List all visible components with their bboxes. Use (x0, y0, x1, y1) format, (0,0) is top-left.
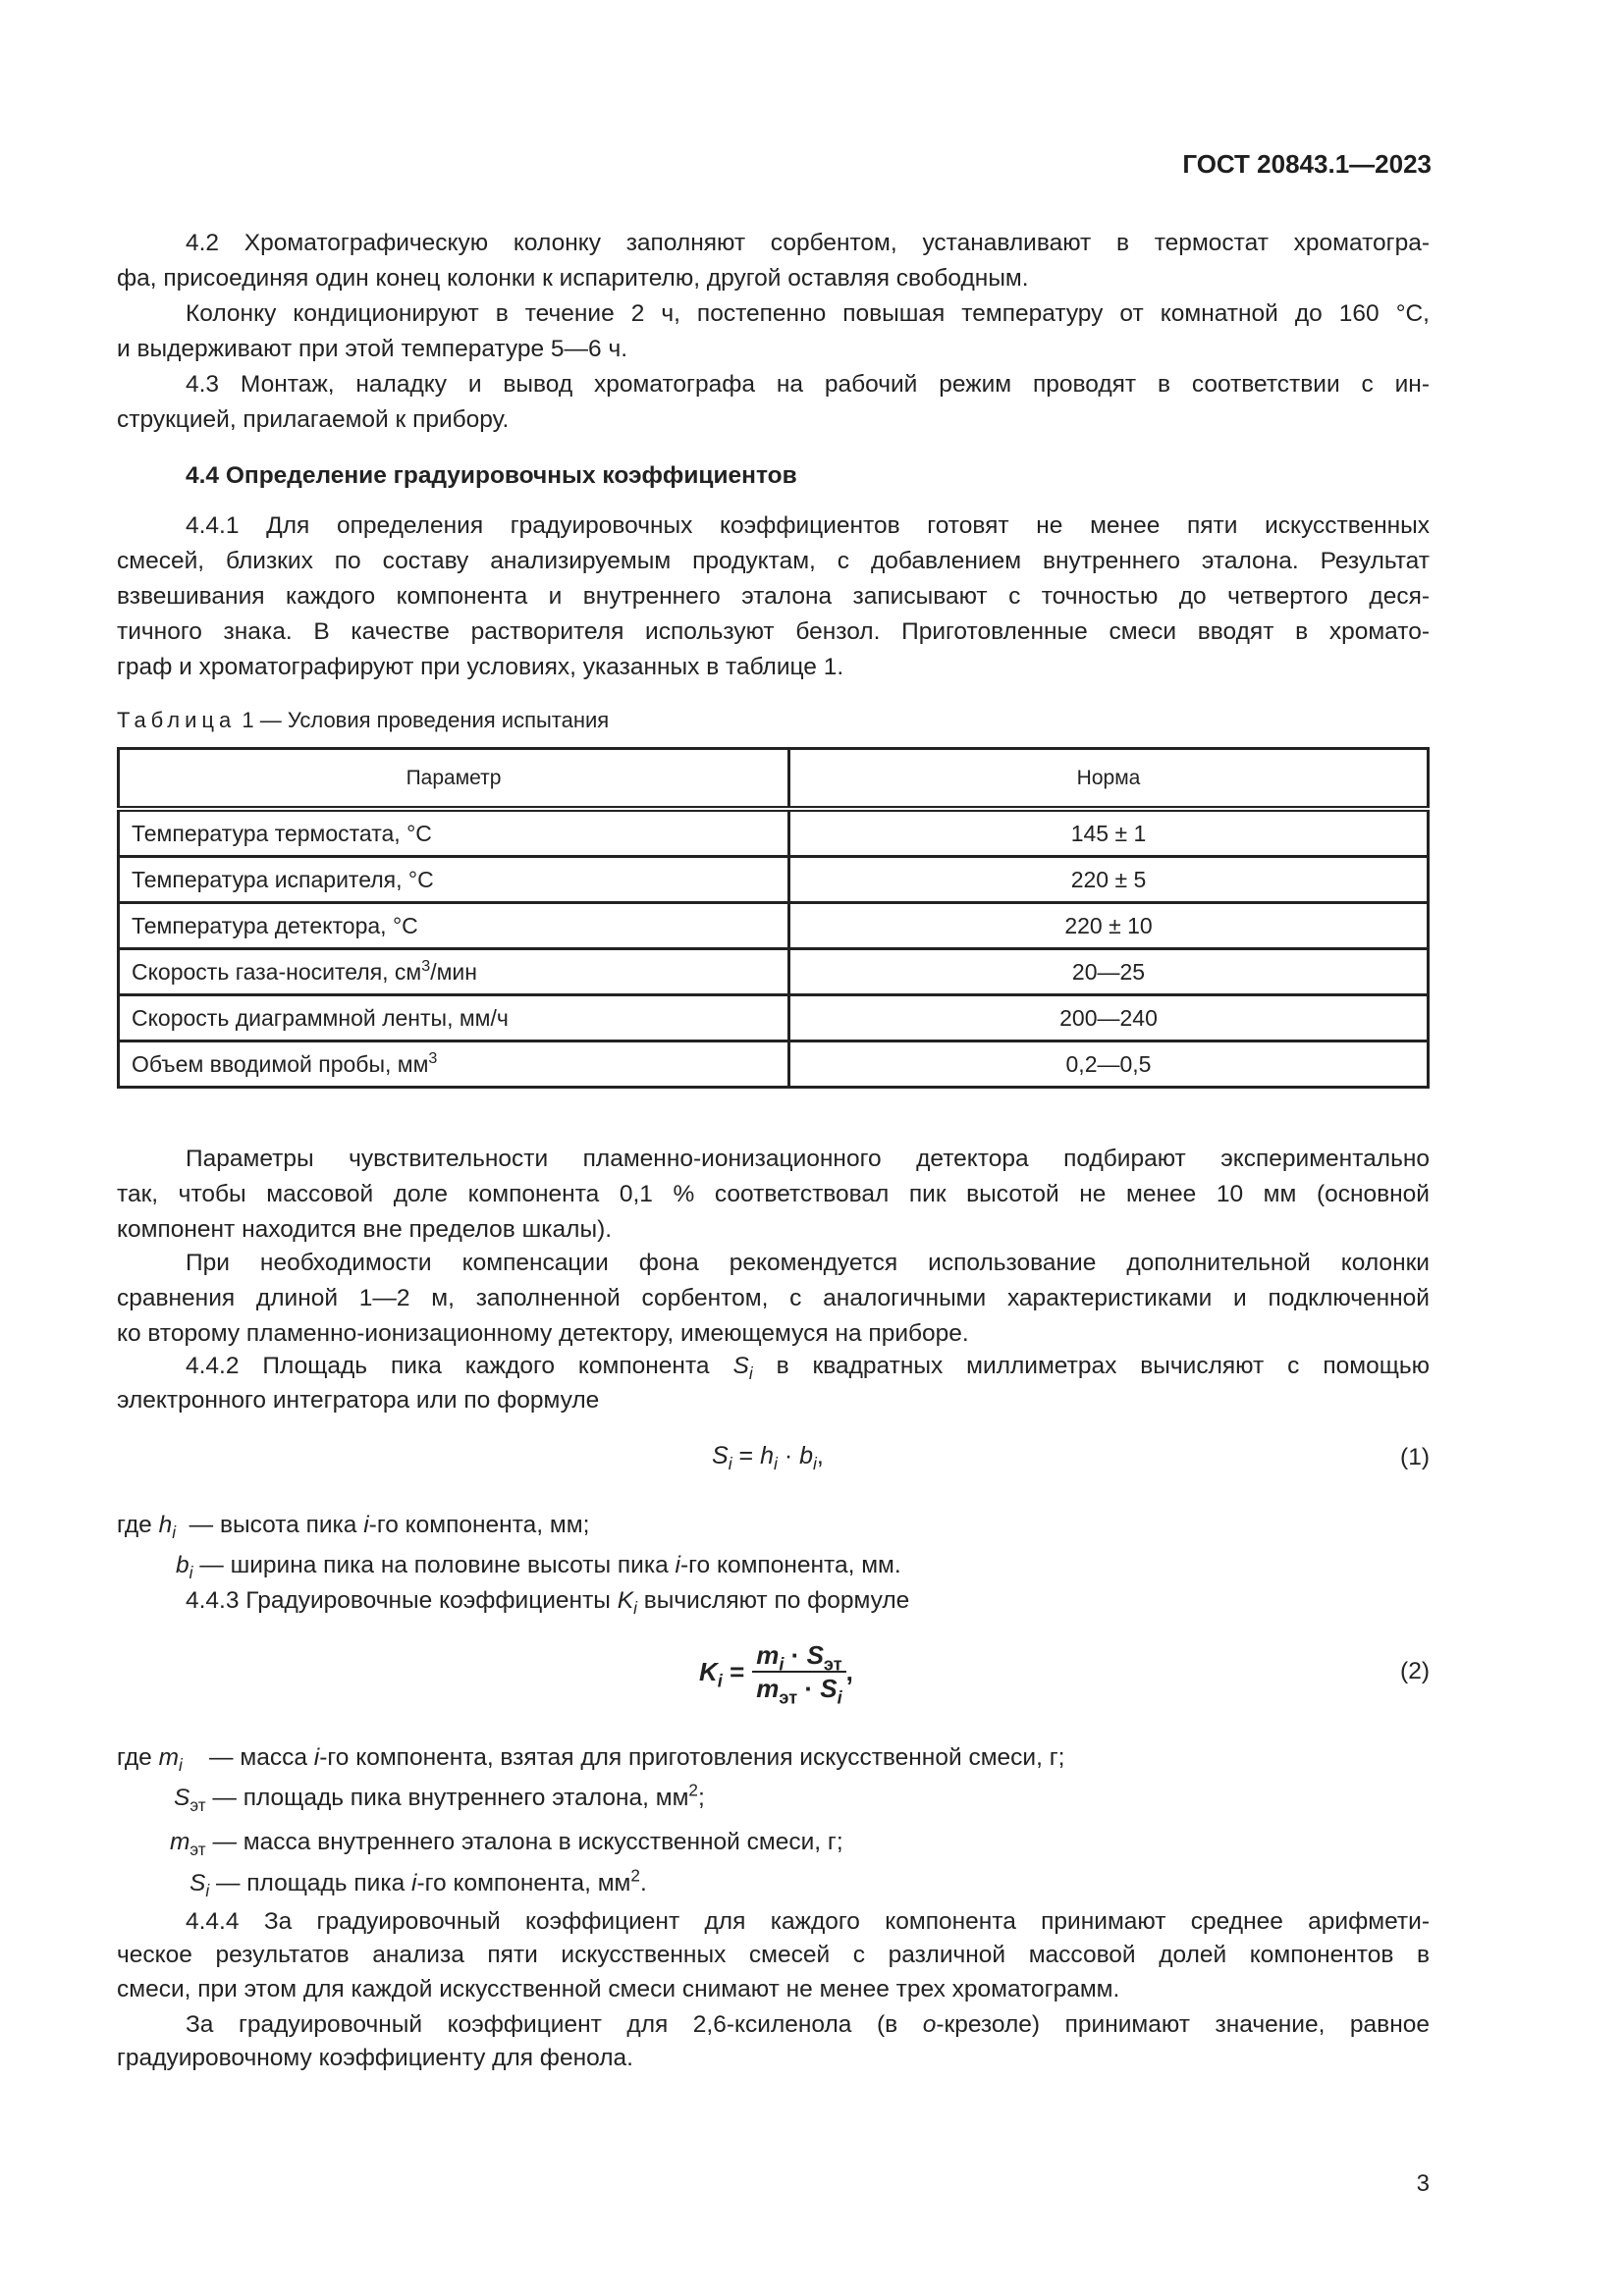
para-4-3-line-2: струкцией, прилагаемой к прибору. (117, 406, 510, 433)
column-header-norm: Норма (789, 749, 1429, 810)
formula-2-fraction (752, 1640, 845, 1708)
para-4-4-1-line-1: 4.4.1 Для определения градуировочных коэффициентов готовят не менее пяти искусственных (186, 512, 1430, 539)
para-column-conditioning-line-2: и выдерживают при этой температуре 5—6 ч. (117, 336, 628, 362)
para-4-4-2-line-2: электронного интегратора или по формуле (117, 1387, 600, 1414)
legend-m-et: $m_{эт}$ — масса внутреннего эталона в искусственной смеси, г; (170, 1829, 843, 1859)
cell-parameter: Температура испарителя, °С (119, 857, 789, 903)
formula-2: $K_i$ = $\frac{m_i \cdot S_{эт}}{m_{эт} \cdot S_i}$ , (699, 1640, 853, 1708)
para-4-4-1-line-4: тичного знака. В качестве растворителя используют бензол. Приготовленные смеси вводят в хромато- (117, 618, 1430, 645)
cell-parameter: Температура термостата, °С (119, 809, 789, 857)
cell-value: 20—25 (789, 949, 1429, 995)
test-conditions-table (117, 747, 1430, 1089)
formula-2-number: (2) (1400, 1658, 1430, 1684)
para-4-2-line-1: 4.2 Хроматографическую колонку заполняют сорбентом, устанавливают в термостат хроматогра- (186, 230, 1430, 256)
para-sensitivity-line-2: так, чтобы массовой доле компонента 0,1 % соответствовал пик высотой не менее 10 мм (основной (117, 1181, 1430, 1207)
legend-b: $b_i$ — ширина пика на половине высоты пика i-го компонента, мм. (176, 1552, 901, 1582)
para-4-4-1-line-3: взвешивания каждого компонента и внутреннего эталона записывают с точностью до четвертого деся- (117, 583, 1430, 610)
para-4-4-2-line-1: 4.4.2 Площадь пика каждого компонента $S_i$ в квадратных миллиметрах вычисляют с помощью (186, 1353, 1430, 1383)
legend-s-i: $S_i$ — площадь пика i-го компонента, $мм^2$. (189, 1865, 647, 1900)
table-caption-label: Таблица (117, 708, 237, 732)
section-heading-4-4: 4.4 Определение градуировочных коэффициентов (186, 462, 797, 489)
para-xylenol-line-2: градуировочному коэффициенту для фенола. (117, 2045, 633, 2071)
document-designation: ГОСТ 20843.1—2023 (1182, 149, 1432, 179)
page-number: 3 (1416, 2170, 1430, 2197)
cell-parameter: Температура детектора, °С (119, 903, 789, 949)
para-background-line-1: При необходимости компенсации фона рекомендуется использование дополнительной колонки (186, 1250, 1430, 1276)
para-4-4-3: 4.4.3 Градуировочные коэффициенты $K_i$ вычисляют по формуле (186, 1587, 910, 1618)
table-caption-title: 1 — Условия проведения испытания (242, 708, 610, 732)
cell-parameter: Скорость газа-носителя, $см^3$/мин (119, 949, 789, 995)
formula-1-number: (1) (1400, 1444, 1430, 1470)
para-background-line-2: сравнения длиной 1—2 м, заполненной сорбентом, с аналогичными характеристиками и подключенной (117, 1285, 1430, 1311)
para-4-3-line-1: 4.3 Монтаж, наладку и вывод хроматографа на рабочий режим проводят в соответствии с ин- (186, 371, 1430, 398)
para-4-4-4-line-3: смеси, при этом для каждой искусственной смеси снимают не менее трех хроматограмм. (117, 1976, 1120, 2002)
formula-2-numerator: $m_i \cdot S_{эт}$ (752, 1641, 845, 1673)
para-sensitivity-line-3: компонент находится вне пределов шкалы). (117, 1216, 613, 1243)
formula-1: $S_i = h_i \cdot b_i$, (712, 1442, 824, 1474)
cell-value: 0,2—0,5 (789, 1041, 1429, 1088)
legend-s-et: $S_{эт}$ — площадь пика внутреннего эталона, $мм^2$; (174, 1780, 705, 1815)
table-caption (117, 706, 609, 735)
formula-2-denominator: $m_{эт} \cdot S_i$ (756, 1674, 842, 1708)
para-4-2-line-2: фа, присоединяя один конец колонки к испарителю, другой оставляя свободным. (117, 265, 1029, 292)
para-4-4-4-line-2: ческое результатов анализа пяти искусственных смесей с различной массовой долей компонентов в (117, 1942, 1430, 1968)
legend-m-i: где $m_i$ — масса i-го компонента, взятая для приготовления искусственной смеси, г; (117, 1744, 1065, 1775)
cell-value: 145 ± 1 (789, 809, 1429, 857)
cell-value: 200—240 (789, 995, 1429, 1041)
table-row (119, 903, 1429, 949)
table-row (119, 809, 1429, 857)
column-header-parameter: Параметр (119, 749, 789, 810)
formula-2-lhs: $K_i$ = (699, 1656, 745, 1690)
table-row (119, 995, 1429, 1041)
para-4-4-4-line-1: 4.4.4 За градуировочный коэффициент для каждого компонента принимают среднее арифмети- (186, 1908, 1430, 1935)
para-4-4-1-line-2: смесей, близких по составу анализируемым продуктам, с добавлением внутреннего эталона. Результат (117, 548, 1430, 574)
table-row (119, 949, 1429, 995)
para-xylenol-line-1: За градуировочный коэффициент для 2,6-ксиленола (в о-крезоле) принимают значение, равное (186, 2011, 1430, 2038)
para-background-line-3: ко второму пламенно-ионизационному детектору, имеющемуся на приборе. (117, 1320, 969, 1347)
table-header-row (119, 749, 1429, 810)
cell-value: 220 ± 10 (789, 903, 1429, 949)
cell-parameter: Скорость диаграммной ленты, мм/ч (119, 995, 789, 1041)
table-row (119, 857, 1429, 903)
para-sensitivity-line-1: Параметры чувствительности пламенно-ионизационного детектора подбирают экспериментально (186, 1146, 1430, 1172)
cell-parameter: Объем вводимой пробы, $мм^3$ (119, 1041, 789, 1088)
para-column-conditioning-line-1: Колонку кондиционируют в течение 2 ч, постепенно повышая температуру от комнатной до 160 °С, (186, 300, 1430, 327)
legend-h: где $h_i$ — высота пика i-го компонента, мм; (117, 1512, 590, 1542)
cell-value: 220 ± 5 (789, 857, 1429, 903)
para-4-4-1-line-5: граф и хроматографируют при условиях, указанных в таблице 1. (117, 654, 844, 680)
table-row (119, 1041, 1429, 1088)
